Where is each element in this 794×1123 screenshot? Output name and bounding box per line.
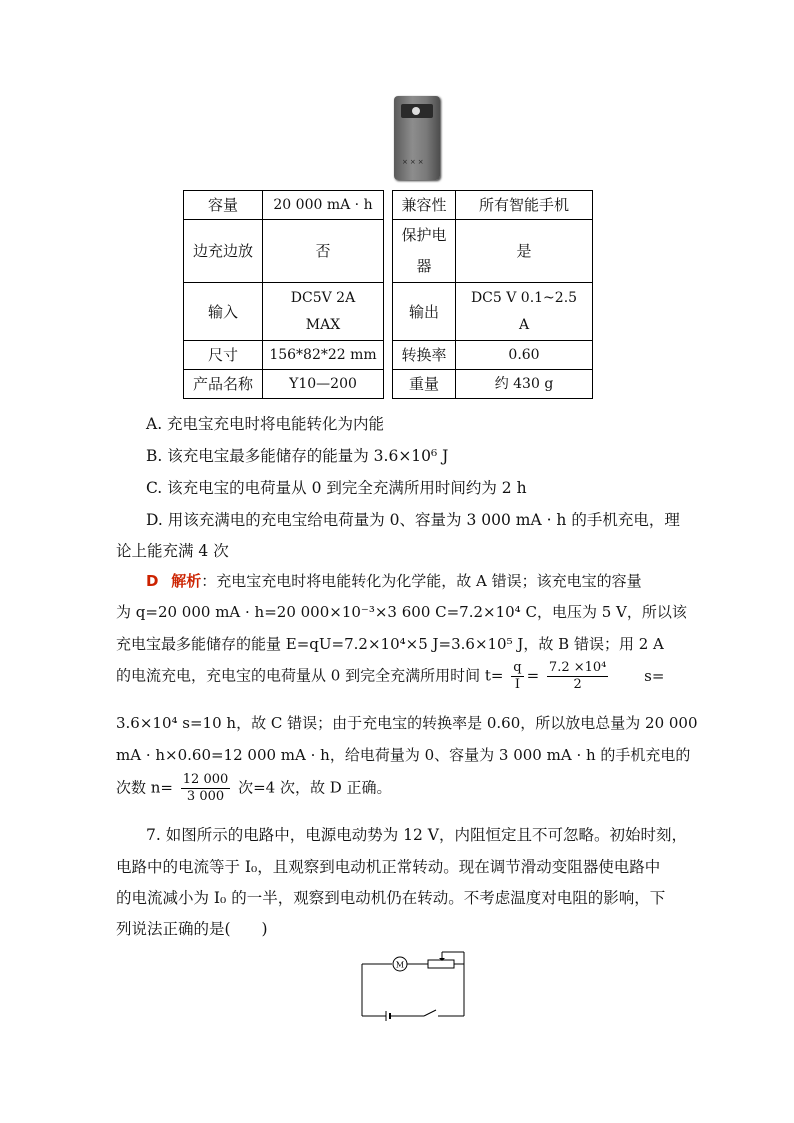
- answer-label: 解析: [171, 572, 202, 590]
- answer-text: 的电流充电，充电宝的电荷量从 0 到完全充满所用时间 t=: [116, 666, 504, 685]
- table-cell: 重量: [393, 370, 456, 399]
- answer-line-5: 3.6×10⁴ s=10 h，故 C 错误；由于充电宝的转换率是 0.60，所以放电总量为 20 000: [116, 714, 698, 732]
- table-cell: 转换率: [393, 341, 456, 370]
- power-bank-mark: ×××: [402, 158, 426, 166]
- option-c: C. 该充电宝的电荷量从 0 到完全充满所用时间约为 2 h: [146, 479, 527, 497]
- option-d-continued: 论上能充满 4 次: [116, 542, 229, 560]
- answer-line-3: 充电宝最多能储存的能量 E=qU=7.2×10⁴×5 J=3.6×10⁵ J，故 B 错误；用 2 A: [116, 635, 664, 653]
- table-cell: Y10—200: [263, 370, 384, 399]
- table-cell: 约 430 g: [456, 370, 593, 399]
- q7-line-1: 7. 如图所示的电路中，电源电动势为 12 V，内阻恒定且不可忽略。初始时刻，: [146, 826, 687, 844]
- option-a: A. 充电宝充电时将电能转化为内能: [146, 415, 385, 433]
- q7-line-4: 列说法正确的是( ): [116, 920, 268, 938]
- table-cell: DC5V 2A MAX: [263, 283, 384, 341]
- table-row: [184, 220, 593, 283]
- answer-text: ：充电宝充电时将电能转化为化学能，故 A 错误；该充电宝的容量: [201, 572, 642, 590]
- option-b: B. 该充电宝最多能储存的能量为 3.6×10⁶ J: [146, 447, 449, 465]
- table-row: [184, 283, 593, 341]
- fraction-count: $\frac{12 000}{3 000}$: [182, 772, 229, 804]
- spec-table: [183, 190, 593, 399]
- answer-letter: D: [146, 572, 159, 590]
- fraction-charge-over-current: $\frac{\text{7.2 ×10⁴}}{2}$: [548, 660, 607, 692]
- table-cell: 边充边放: [184, 220, 263, 283]
- table-cell: DC5 V 0.1~2.5 A: [456, 283, 593, 341]
- table-cell: 20 000 mA · h: [263, 191, 384, 220]
- answer-text: 次数 n=: [116, 778, 173, 797]
- fraction-q-over-i: $\frac{q}{I}$: [513, 660, 522, 692]
- table-cell: 尺寸: [184, 341, 263, 370]
- motor-label: M: [395, 960, 405, 970]
- switch-symbol: [424, 1010, 436, 1016]
- table-row: [184, 191, 593, 220]
- circuit-diagram: [356, 950, 470, 1022]
- answer-line-4: 的电流充电，充电宝的电荷量从 0 到完全充满所用时间 t= $\frac{q}{I}$ = $\frac{\text{7.2 ×10⁴}}{2}$ s=: [116, 660, 665, 692]
- answer-line-6: mA · h×0.60=12 000 mA · h，给电荷量为 0、容量为 3 000 mA · h 的手机充电的: [116, 746, 691, 764]
- q7-line-3: 的电流减小为 I₀ 的一半，观察到电动机仍在转动。不考虑温度对电阻的影响，下: [116, 889, 666, 907]
- table-cell: 0.60: [456, 341, 593, 370]
- table-cell: 产品名称: [184, 370, 263, 399]
- answer-line-2: 为 q=20 000 mA · h=20 000×10⁻³×3 600 C=7.2×10⁴ C，电压为 5 V，所以该: [116, 603, 687, 621]
- table-cell: 兼容性: [393, 191, 456, 220]
- table-cell: 156*82*22 mm: [263, 341, 384, 370]
- power-bank-button: [412, 107, 420, 115]
- table-cell: 是: [456, 220, 593, 283]
- answer-text: s=: [644, 666, 665, 685]
- table-cell: 所有智能手机: [456, 191, 593, 220]
- table-cell: 容量: [184, 191, 263, 220]
- answer-text: 次=4 次，故 D 正确。: [238, 778, 392, 797]
- table-cell: 输入: [184, 283, 263, 341]
- option-d: D. 用该充满电的充电宝给电荷量为 0、容量为 3 000 mA · h 的手机充电，理: [146, 511, 680, 529]
- table-cell: 否: [263, 220, 384, 283]
- answer-line-1: [146, 570, 642, 591]
- table-cell: 输出: [393, 283, 456, 341]
- table-row: [184, 341, 593, 370]
- table-row: [184, 370, 593, 399]
- answer-line-7: [116, 772, 392, 805]
- table-cell: 保护电器: [393, 220, 456, 283]
- q7-line-2: 电路中的电流等于 I₀，且观察到电动机正常转动。现在调节滑动变阻器使电路中: [116, 858, 661, 876]
- rheostat-symbol: [428, 960, 454, 968]
- power-bank-image: [394, 96, 440, 180]
